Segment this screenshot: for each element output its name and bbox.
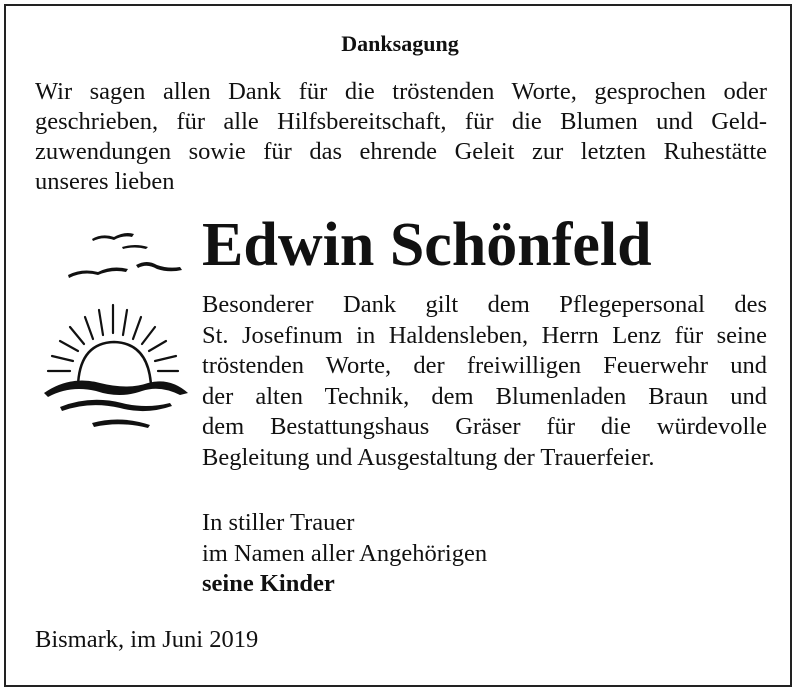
sunset-birds-icon	[30, 225, 195, 440]
intro-line: unseres lieben	[35, 168, 175, 195]
intro-paragraph	[35, 77, 767, 197]
place-date: Bismark, im Juni 2019	[35, 626, 259, 653]
notice-heading: Danksagung	[341, 31, 459, 56]
closing-line: im Namen aller Angehörigen	[202, 539, 488, 567]
deceased-name: Edwin Schönfeld	[202, 211, 652, 279]
closing-block	[202, 508, 487, 600]
thanks-line: der alten Technik, dem Blumenladen Braun und	[202, 382, 767, 410]
thanks-line: St. Josefinum in Haldensleben, Herrn Lenz für seine	[202, 321, 767, 349]
intro-line: zuwendungen sowie für das ehrende Geleit zur letzten Ruhestätte	[35, 138, 767, 165]
thanks-line: tröstenden Worte, der freiwilligen Feuerwehr und	[202, 352, 767, 379]
thanks-line: Besonderer Dank gilt dem Pflegepersonal des	[202, 291, 767, 318]
closing-line: In stiller Trauer	[202, 509, 355, 536]
intro-line: Wir sagen allen Dank für die tröstenden Worte, gesprochen oder	[35, 78, 767, 105]
intro-line: geschrieben, für alle Hilfsbereitschaft, für die Blumen und Geld-	[35, 108, 767, 135]
signature: seine Kinder	[202, 570, 335, 597]
thanks-paragraph	[202, 290, 767, 473]
thanks-line: dem Bestattungshaus Gräser für die würdevolle	[202, 413, 767, 440]
thanks-line: Begleitung und Ausgestaltung der Trauerfeier.	[202, 443, 655, 471]
